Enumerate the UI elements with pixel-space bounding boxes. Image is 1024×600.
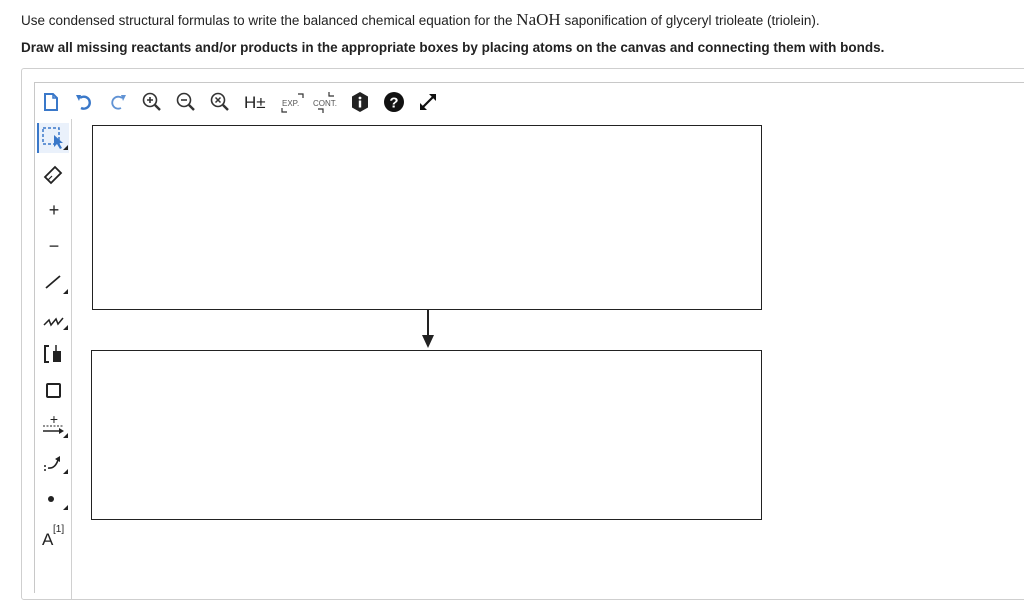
reaction-arrow-icon[interactable]: [39, 411, 69, 441]
atom-label-icon[interactable]: [39, 519, 69, 549]
ring-tool-icon[interactable]: [39, 375, 69, 405]
products-box[interactable]: [91, 350, 762, 520]
reaction-arrow-head: [422, 335, 434, 348]
expand-label: EXP.: [282, 99, 300, 108]
chain-tool-icon[interactable]: [39, 303, 69, 333]
positive-charge-label: +: [48, 200, 60, 220]
positive-charge-icon[interactable]: [39, 195, 69, 225]
eraser-tool-icon[interactable]: [39, 159, 69, 189]
redo-icon[interactable]: [105, 89, 131, 115]
negative-charge-label: −: [48, 236, 60, 256]
expand-icon[interactable]: [279, 89, 309, 115]
select-tool-icon[interactable]: [37, 123, 69, 153]
drawing-editor: [34, 82, 1024, 593]
zoom-reset-icon[interactable]: [207, 89, 233, 115]
undo-icon[interactable]: [71, 89, 97, 115]
atom-label-superscript: [1]: [53, 524, 65, 535]
svg-text:?: ?: [389, 94, 399, 112]
reaction-plus-label: +: [49, 411, 59, 427]
hydrogen-toggle-icon[interactable]: [241, 89, 271, 115]
bond-tool-icon[interactable]: [39, 267, 69, 297]
question-prefix: Use condensed structural formulas to write the balanced chemical equation for the: [21, 13, 513, 28]
curved-arrow-icon[interactable]: [39, 447, 69, 477]
bracket-tool-icon[interactable]: [39, 339, 69, 369]
reactants-box[interactable]: [92, 125, 762, 310]
zoom-out-icon[interactable]: [173, 89, 199, 115]
negative-charge-icon[interactable]: [39, 231, 69, 261]
contract-icon[interactable]: [311, 89, 343, 115]
radical-dot-icon[interactable]: [39, 483, 69, 513]
editor-toolbar: [35, 83, 455, 119]
contract-label: CONT.: [313, 99, 337, 108]
info-icon[interactable]: [347, 89, 373, 115]
help-icon[interactable]: [381, 89, 407, 115]
instruction-text: Draw all missing reactants and/or products in the appropriate boxes by placing atoms on the canvas and connecting them with bonds.: [21, 40, 885, 55]
fullscreen-icon[interactable]: [415, 89, 441, 115]
question-text: [21, 10, 820, 30]
atom-label-letter: A: [42, 530, 54, 549]
hydrogen-label: H±: [244, 93, 266, 112]
question-suffix: saponification of glyceryl trioleate (triolein).: [564, 13, 820, 28]
new-document-icon[interactable]: [37, 89, 63, 115]
editor-sidebar: [35, 119, 72, 599]
naoh-formula: NaOH: [516, 10, 561, 29]
zoom-in-icon[interactable]: [139, 89, 165, 115]
